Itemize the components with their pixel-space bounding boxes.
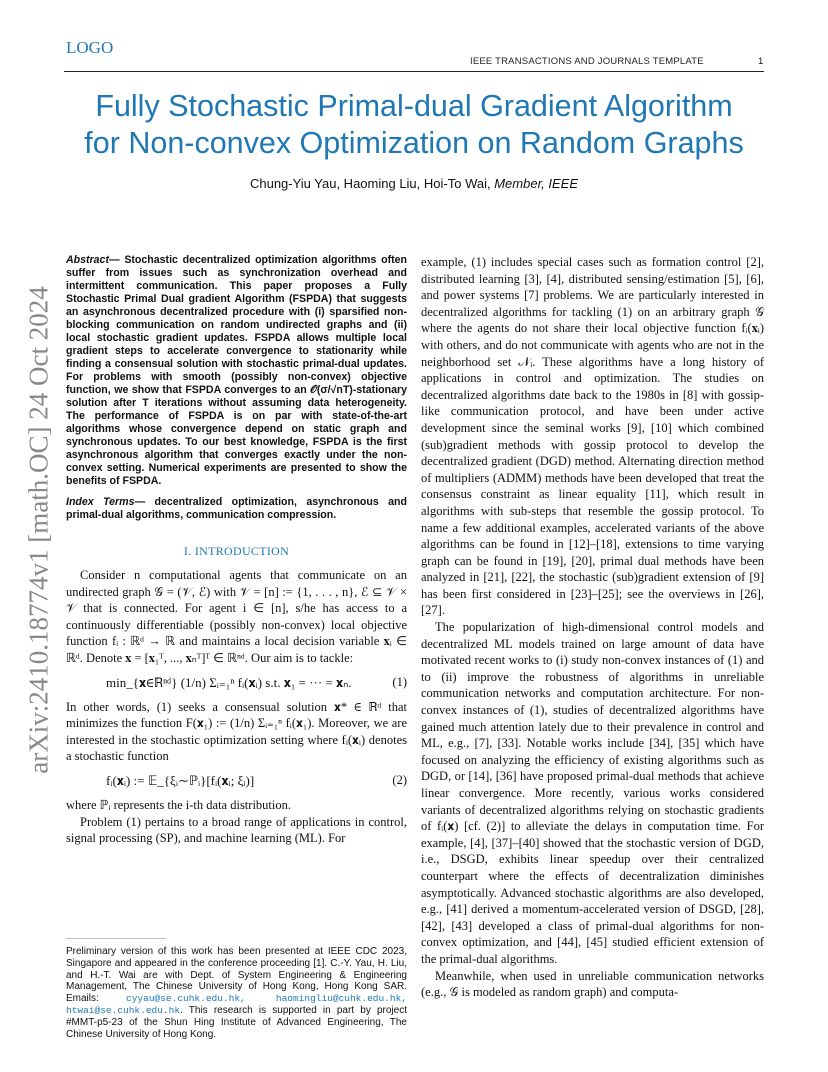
footnote-text: Preliminary version of this work has been presented at IEEE CDC 2023, Singapore and appeared in the conference proceeding [1]. C.-Y. Yau, H. Liu, and H.-T. Wai are with Dept. of System Engineering & Engineering Management, The Chinese University of Hong Kong, Hong Kong SAR. Emails: [66, 946, 407, 1005]
paper-title [40, 88, 788, 162]
equation-2-body: fᵢ(𝐱ᵢ) := 𝔼_{ξᵢ∼ℙᵢ}[fᵢ(𝐱ᵢ; ξᵢ)] [106, 772, 255, 788]
equation-1-number: (1) [392, 675, 407, 690]
index-terms [66, 496, 407, 522]
title-line-2: for Non-convex Optimization on Random Graphs [84, 126, 744, 160]
footnote-tail: . This research is supported in part by project #MMT-p5-23 of the Shun Hing Institute of Advanced Engineering, The Chinese University of Hong Kong. [66, 1004, 407, 1040]
col2-paragraph-2: The popularization of high-dimensional control models and decentralized ML models trained on large amount of data have motivated recent works to (i) study non-convex instances of (1) and to (ii) improve the robustness of algorithms in unreliable communication networks and computation architecture. For non-convex instances of (1), studies of decentralized algorithms have gained much attention lately due to their prevalence in control and ML, e.g., [7], [33]. Notable works include [34], [35] which have focused on analyzing the efficiency of existing algorithms such as DGD, or [14], [36] have proposed primal-dual methods that achieve linear convergence. More recently, various works considered variants of decentralized algorithms relying on stochastic gradients of fᵢ(𝐱) [cf. (2)] to alleviate the delays in computation time. For example, [4], [37]–[40] showed that the stochastic version of DGD, i.e., DSGD, exhibits linear speedup over their centralized counterpart where the effects of decentralization diminishes asymptotically. Advanced stochastic algorithms are also developed, e.g., [41] derived a momentum-accelerated version of DSGD, [28], [42], [43] developed a class of primal-dual algorithms for non-convex optimization, and [44], [45] studied efficient extension of the primal-dual algorithms. [421, 620, 764, 966]
author-names: Chung-Yiu Yau, Haoming Liu, Hoi-To Wai, [249, 176, 491, 191]
abstract-text: Stochastic decentralized optimization algorithms often suffer from issues such as synchronization overhead and intermittent communication. This paper proposes a Fully Stochastic Primal Dual gradient Algorithm (FSPDA) that suggests an asynchronous decentralized procedure with (i) sparsified non-blocking communication on random undirected graphs and (ii) local stochastic gradient updates. FSPDA allows multiple local gradient steps to accelerate convergence to stationarity while finding a consensual solution with stochastic primal-dual updates. For problems with smooth (possibly non-convex) objective function, we show that FSPDA converges to an 𝒪(σ/√nT)-stationary solution after T iterations without assuming data heterogeneity. The performance of FSPDA is on par with state-of-the-art algorithms whose convergence depend on static graph and synchronous updates. To our best knowledge, FSPDA is the first asynchronous algorithm that converges exactly under the non-convex setting. Numerical experiments are presented to show the benefits of FSPDA. [66, 254, 407, 487]
right-column [421, 254, 764, 1034]
col2-paragraph-3: Meanwhile, when used in unreliable communication networks (e.g., 𝒢 is modeled as random graph) and computa- [421, 968, 764, 1000]
authors [40, 176, 788, 191]
arxiv-id: arXiv:2410.18774v1 [math.OC] 24 Oct 2024 [23, 286, 54, 774]
col2-paragraph-1: example, (1) includes special cases such as formation control [2], distributed learning [3], [4], distributed sensing/estimation [5], [6], and power systems [7] problems. We are particularly interested in decentralized algorithms for tackling (1) on an arbitrary graph 𝒢 where the agents do not share their local objective function fᵢ(𝐱ᵢ) with others, and do not communicate with agents who are not in the neighborhood set 𝒩ᵢ. These algorithms have a long history of applications in control and optimization. The studies on decentralized algorithms date back to the 1980s in [8] with gossip-like communication protocol, and have been under active development since the seminal works [9], [10] which combined (sub)gradient methods with gossip protocol to develop the decentralized gradient (DGD) method. Alternating direction method of multipliers (ADMM) methods have been developed that treat the consensus constraint as linear equality [11], which result in algorithms with sub-steps that resemble the gossip protocol. To name a few additional examples, accelerated variants of the above algorithms can be found in [12]–[18], extensions to time varying graph can be found in [19], [20], primal dual methods have been analyzed in [21], [22], the stochastic (sub)gradient extension of [9] has been first considered in [23]–[25]; see the overviews in [26], [27]. [421, 255, 764, 618]
intro-paragraph-2: In other words, (1) seeks a consensual solution 𝐱* ∈ ℝᵈ that minimizes the function F(𝐱₁) := (1/n) Σᵢ₌₁ⁿ fᵢ(𝐱₁). Moreover, we are interested in the stochastic optimization setting where fᵢ(𝐱ᵢ) denotes a stochastic function [66, 699, 407, 764]
intro-paragraph-3: where ℙᵢ represents the i-th data distribution. [66, 797, 291, 812]
footnote-emails[interactable]: cyyau@se.cuhk.edu.hk, haomingliu@cuhk.edu.hk, htwai@se.cuhk.edu.hk [66, 993, 407, 1016]
intro-paragraph-1: Consider n computational agents that communicate on an undirected graph 𝒢 = (𝒱, ℰ) with 𝒱 = [n] := {1, . . . , n}, ℰ ⊆ 𝒱 × 𝒱 that is connected. For agent i ∈ [n], s/he has access to a continuously differentiable (possibly non-convex) local objective function fᵢ : ℝᵈ → ℝ and maintains a local decision variable 𝐱ᵢ ∈ ℝᵈ. Denote 𝐱 = [𝐱₁ᵀ, ..., 𝐱ₙᵀ]ᵀ ∈ ℝⁿᵈ. Our aim is to tackle: [66, 568, 407, 665]
running-title: IEEE TRANSACTIONS AND JOURNALS TEMPLATE [470, 56, 704, 67]
header-rule [64, 71, 764, 72]
footnote [66, 946, 407, 1040]
logo: LOGO [66, 38, 114, 57]
title-line-1: Fully Stochastic Primal-dual Gradient Algorithm [95, 89, 733, 123]
abstract [66, 254, 407, 488]
equation-1-body: min_{𝐱∈ℝⁿᵈ} (1/n) Σᵢ₌₁ⁿ fᵢ(𝐱ᵢ) s.t. 𝐱₁ = ··· = 𝐱ₙ. [106, 674, 352, 690]
equation-2 [66, 773, 407, 789]
abstract-label: Abstract— [66, 254, 120, 266]
index-terms-label: Index Terms— [66, 496, 146, 508]
footnote-rule [66, 938, 166, 939]
left-column [66, 254, 407, 847]
section-heading: I. INTRODUCTION [183, 544, 290, 558]
equation-1 [66, 675, 407, 691]
intro-paragraph-4: Problem (1) pertains to a broad range of applications in control, signal processing (SP), and machine learning (ML). For [66, 814, 407, 846]
page-number: 1 [758, 56, 764, 67]
equation-2-number: (2) [392, 773, 407, 788]
author-role: Member, IEEE [494, 176, 579, 191]
index-terms-text: decentralized optimization, asynchronous and primal-dual algorithms, communication compression. [66, 496, 407, 521]
